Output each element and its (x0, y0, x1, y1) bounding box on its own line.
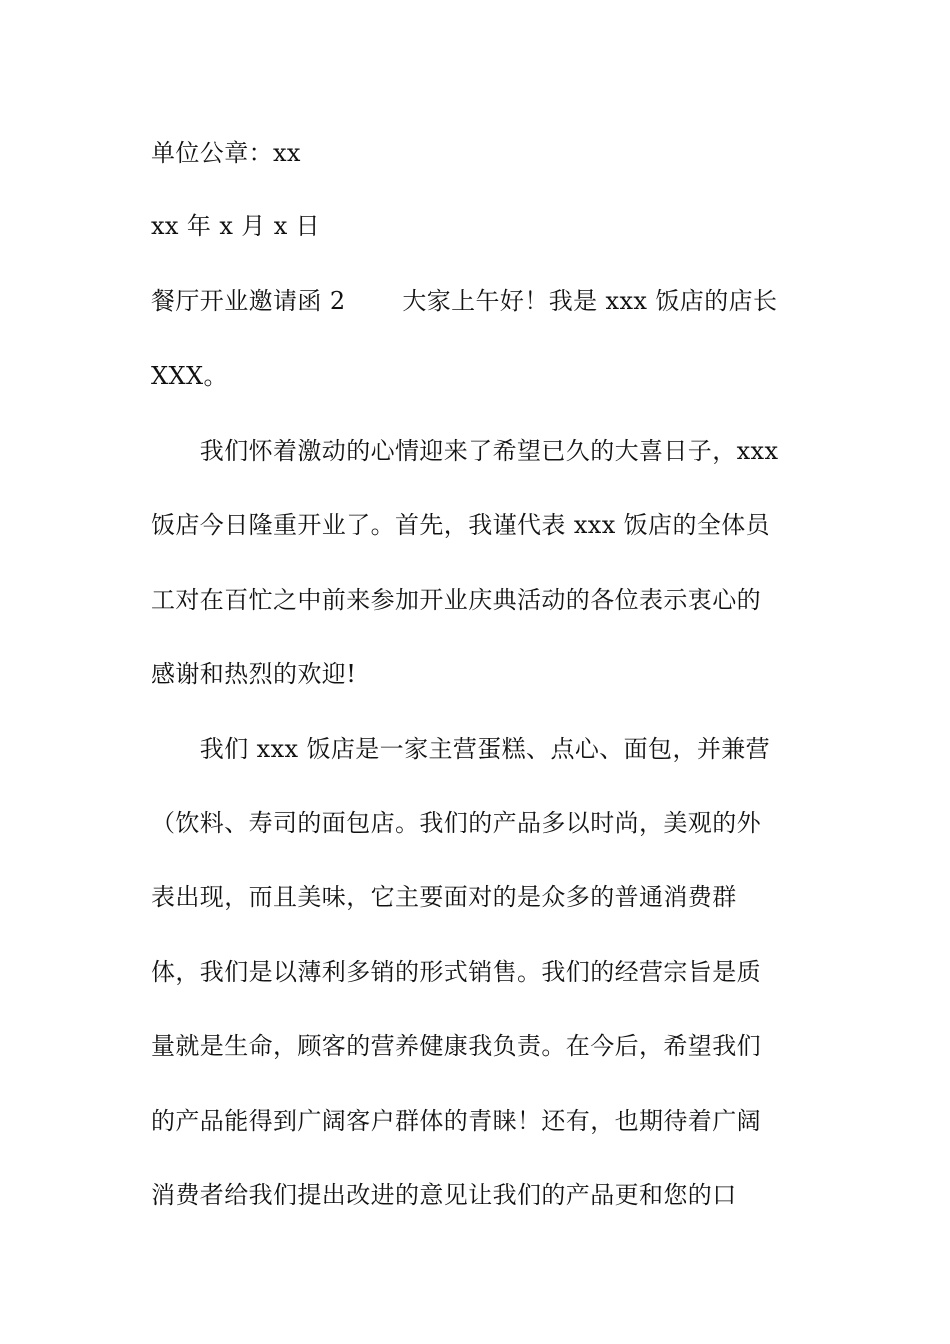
text-line: （饮料、寿司的面包店。我们的产品多以时尚，美观的外 (151, 809, 761, 837)
seal-line: 单位公章：xx (151, 139, 301, 167)
text-line: 体，我们是以薄利多销的形式销售。我们的经营宗旨是质 (151, 958, 761, 986)
text-line: 感谢和热烈的欢迎! (151, 660, 357, 688)
text-line: 我们怀着激动的心情迎来了希望已久的大喜日子，xxx (151, 437, 779, 465)
text-line: 饭店今日隆重开业了。首先，我谨代表 xxx 饭店的全体员 (151, 511, 771, 539)
title-line: 餐厅开业邀请函 2 大家上午好！我是 xxx 饭店的店长 (151, 287, 778, 315)
text-line: 消费者给我们提出改进的意见让我们的产品更和您的口 (151, 1181, 737, 1209)
text-line: 量就是生命，顾客的营养健康我负责。在今后，希望我们 (151, 1032, 761, 1060)
date-line: xx 年 x 月 x 日 (151, 212, 321, 240)
text-line: 工对在百忙之中前来参加开业庆典活动的各位表示衷心的 (151, 586, 761, 614)
text-line: 表出现，而且美味，它主要面对的是众多的普通消费群 (151, 883, 737, 911)
text-line: XXX。 (151, 362, 228, 390)
text-line: 的产品能得到广阔客户群体的青睐！还有，也期待着广阔 (151, 1107, 761, 1135)
text-line: 我们 xxx 饭店是一家主营蛋糕、点心、面包，并兼营 (151, 735, 771, 763)
